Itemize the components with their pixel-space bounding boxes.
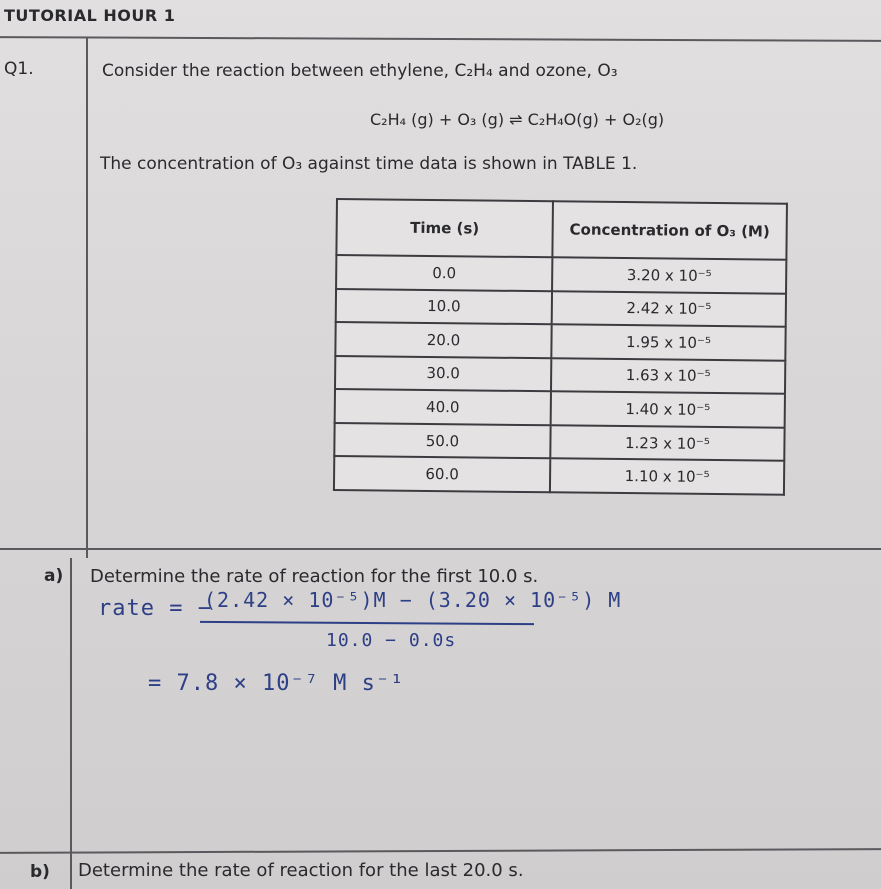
- part-b-label: b): [30, 862, 50, 882]
- table-row: [334, 423, 784, 461]
- table-row: [335, 356, 785, 394]
- question-number: Q1.: [4, 59, 34, 79]
- answer-denominator: 10.0 − 0.0s: [326, 630, 457, 651]
- fraction-bar: [200, 621, 534, 625]
- table-header-row: [336, 199, 787, 260]
- time-cell: 50.0: [334, 423, 550, 459]
- concentration-cell: 2.42 x 10⁻⁵: [552, 291, 786, 327]
- question-intro: Consider the reaction between ethylene, C₂H₄ and ozone, O₃: [102, 61, 618, 81]
- concentration-table: [333, 198, 788, 496]
- concentration-column-header: Concentration of O₃ (M): [552, 201, 787, 259]
- concentration-cell: 3.20 x 10⁻⁵: [552, 257, 786, 293]
- time-column-header: Time (s): [336, 199, 553, 257]
- time-cell: 30.0: [335, 356, 551, 392]
- time-cell: 60.0: [334, 456, 550, 492]
- reaction-equation: C₂H₄ (g) + O₃ (g) ⇌ C₂H₄O(g) + O₂(g): [370, 110, 665, 129]
- table-row: [336, 289, 786, 327]
- parts-column-divider: [70, 558, 72, 889]
- time-cell: 10.0: [336, 289, 552, 325]
- time-cell: 0.0: [336, 255, 552, 291]
- answer-result: = 7.8 × 10⁻⁷ M s⁻¹: [148, 671, 405, 696]
- part-b-divider: [0, 848, 881, 854]
- answer-numerator: (2.42 × 10⁻⁵)M − (3.20 × 10⁻⁵) M: [204, 588, 622, 612]
- time-cell: 20.0: [335, 322, 551, 358]
- part-a-question: Determine the rate of reaction for the first 10.0 s.: [90, 566, 539, 587]
- concentration-cell: 1.23 x 10⁻⁵: [550, 425, 784, 461]
- time-cell: 40.0: [335, 389, 551, 425]
- table-row: [334, 456, 784, 494]
- part-a-divider: [0, 548, 881, 550]
- concentration-cell: 1.40 x 10⁻⁵: [551, 392, 785, 428]
- page-title: TUTORIAL HOUR 1: [4, 6, 176, 25]
- part-b-question: Determine the rate of reaction for the last 20.0 s.: [78, 860, 524, 881]
- question-column-divider: [86, 38, 88, 558]
- table-row: [335, 389, 785, 427]
- concentration-cell: 1.10 x 10⁻⁵: [550, 459, 784, 495]
- concentration-cell: 1.63 x 10⁻⁵: [551, 358, 785, 394]
- header-divider: [0, 36, 881, 42]
- table-row: [336, 255, 786, 293]
- answer-rate-label: rate = −: [98, 596, 212, 621]
- data-sentence: The concentration of O₃ against time data is shown in TABLE 1.: [100, 154, 638, 174]
- concentration-cell: 1.95 x 10⁻⁵: [551, 324, 785, 360]
- part-a-label: a): [44, 566, 64, 586]
- table-row: [335, 322, 785, 360]
